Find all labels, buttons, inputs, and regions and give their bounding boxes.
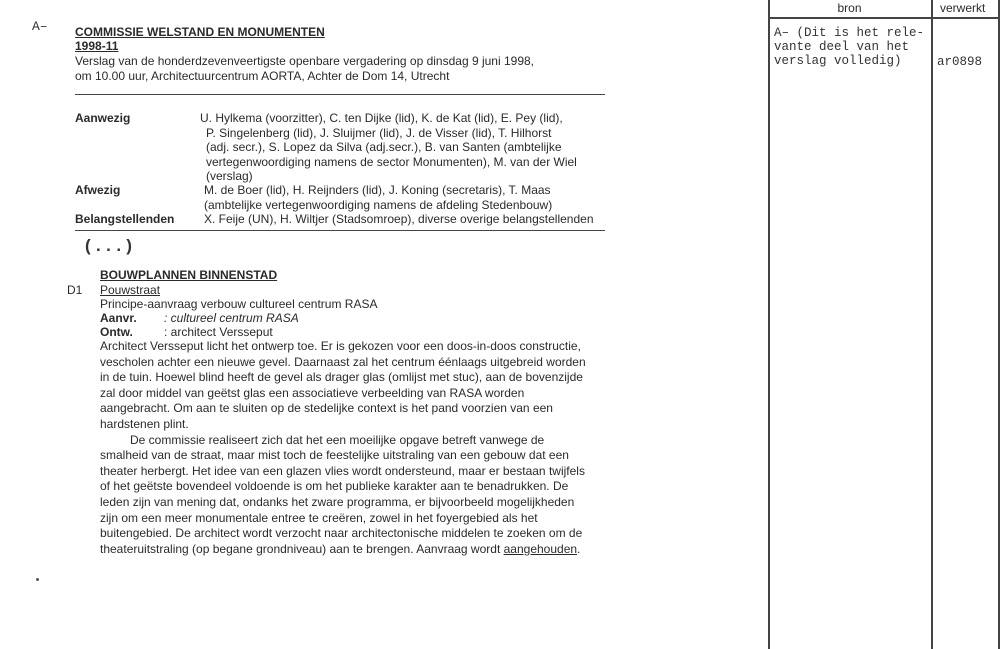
decision-text: aangehouden [503, 541, 578, 556]
absent-line: M. de Boer (lid), H. Reijnders (lid), J. Koning (secretaris), T. Maas [204, 183, 551, 197]
paragraph-line: zal door middel van geëtst glas een associatieve verbeelding van RASA worden [100, 385, 525, 400]
ellipsis-mark: (...) [83, 238, 135, 257]
margin-mark: A– [32, 19, 48, 34]
item-street: Pouwstraat [100, 283, 161, 297]
subtitle-line: Verslag van de honderdzevenveertigste openbare vergadering op dinsdag 9 juni 1998, [75, 54, 534, 68]
item-code: D1 [67, 283, 83, 297]
scan-speck [36, 578, 39, 581]
attendance-line: P. Singelenberg (lid), J. Sluijmer (lid), J. de Visser (lid), T. Hilhorst [206, 125, 552, 140]
paragraph-1 [100, 339, 600, 433]
attendance-list [200, 111, 610, 183]
paragraph-line: of het geëtste bovendeel voldoende is om het publieke karakter aan te benadrukken. De [100, 479, 569, 494]
table-border-middle [931, 0, 933, 649]
table-header-rule [768, 17, 1000, 19]
last-line-text: theateruitstraling (op begane grondniveau) aan te brengen. Aanvraag wordt [100, 541, 504, 556]
divider [75, 94, 605, 95]
source-line: verslag volledig) [774, 54, 902, 68]
attendance-line: U. Hylkema (voorzitter), C. ten Dijke (lid), K. de Kat (lid), E. Pey (lid), [200, 111, 563, 125]
section-title: BOUWPLANNEN BINNENSTAD [100, 268, 278, 282]
column-header-bron: bron [837, 1, 862, 15]
item-subject: Principe-aanvraag verbouw cultureel centrum RASA [100, 297, 378, 311]
paragraph-line: Architect Versseput licht het ontwerp toe. Er is gekozen voor een doos-in-doos constructie, [100, 339, 581, 353]
source-line: A– (Dit is het rele- [774, 26, 925, 40]
paragraph-line: zijn om een meer monumentale entree te creëren, zowel in het foyergebied als het [100, 510, 538, 525]
paragraph-line: vescholen achter een nieuwe gevel. Daarnaast zal het centrum éénlaags uitgebreid worden [100, 354, 586, 369]
last-line-suffix: . [577, 541, 581, 556]
absent-label: Afwezig [75, 183, 121, 197]
source-line: vante deel van het [774, 40, 910, 54]
paragraph-2 [100, 433, 600, 558]
absent-line: (ambtelijke vertegenwoordiging namens de afdeling Stedenbouw) [204, 197, 553, 212]
paragraph-line: buitengebied. De architect wordt verzocht naar architectonische middelen te zoeken om de [100, 526, 583, 541]
observers-label: Belangstellenden [75, 212, 175, 226]
processed-code: ar0898 [937, 55, 983, 69]
table-border-left [768, 0, 770, 649]
applicant-value: : cultureel centrum RASA [164, 311, 299, 325]
document-title: COMMISSIE WELSTAND EN MONUMENTEN [75, 25, 325, 39]
paragraph-line: aangebracht. Om aan te sluiten op de stedelijke context is het pand voorzien van een [100, 401, 553, 416]
observers-line: X. Feije (UN), H. Wiltjer (Stadsomroep), diverse overige belangstellenden [204, 212, 594, 226]
table-border-right [998, 0, 1000, 649]
paragraph-line: smalheid van de straat, maar mist toch de feestelijke uitstraling van een gebouw dat een [100, 448, 569, 463]
attendance-line: (adj. secr.), S. Lopez da Silva (adj.secr.), B. van Santen (ambtelijke [206, 140, 562, 154]
column-header-verwerkt: verwerkt [940, 1, 986, 15]
subtitle-line: om 10.00 uur, Architectuurcentrum AORTA, Achter de Dom 14, Utrecht [75, 69, 450, 83]
designer-label: Ontw. [100, 325, 133, 339]
attendance-line: (verslag) [206, 169, 253, 183]
designer-value: : architect Versseput [164, 325, 273, 339]
divider [75, 230, 605, 231]
meeting-number: 1998-11 [75, 39, 119, 53]
paragraph-line: leden zijn van mening dat, ondanks het zware programma, er bijvoorbeeld mogelijkheden [100, 494, 575, 509]
paragraph-last-line [100, 542, 580, 556]
paragraph-line: in de tuin. Hoewel blind heeft de gevel als drager glas (omlijst met stuc), aan de bovenzijde [100, 370, 583, 385]
applicant-label: Aanvr. [100, 311, 137, 325]
paragraph-line: De commissie realiseert zich dat het een moeilijke opgave betreft vanwege de [130, 432, 545, 447]
attendance-line: vertegenwoordiging namens de sector Monumenten), M. van der Wiel [206, 154, 577, 169]
attendance-label: Aanwezig [75, 111, 131, 125]
paragraph-line: theater herbergt. Het idee van een glazen vlies wordt ondersteund, maar er bestaan twijfels [100, 463, 585, 478]
paragraph-line: hardstenen plint. [100, 417, 189, 431]
